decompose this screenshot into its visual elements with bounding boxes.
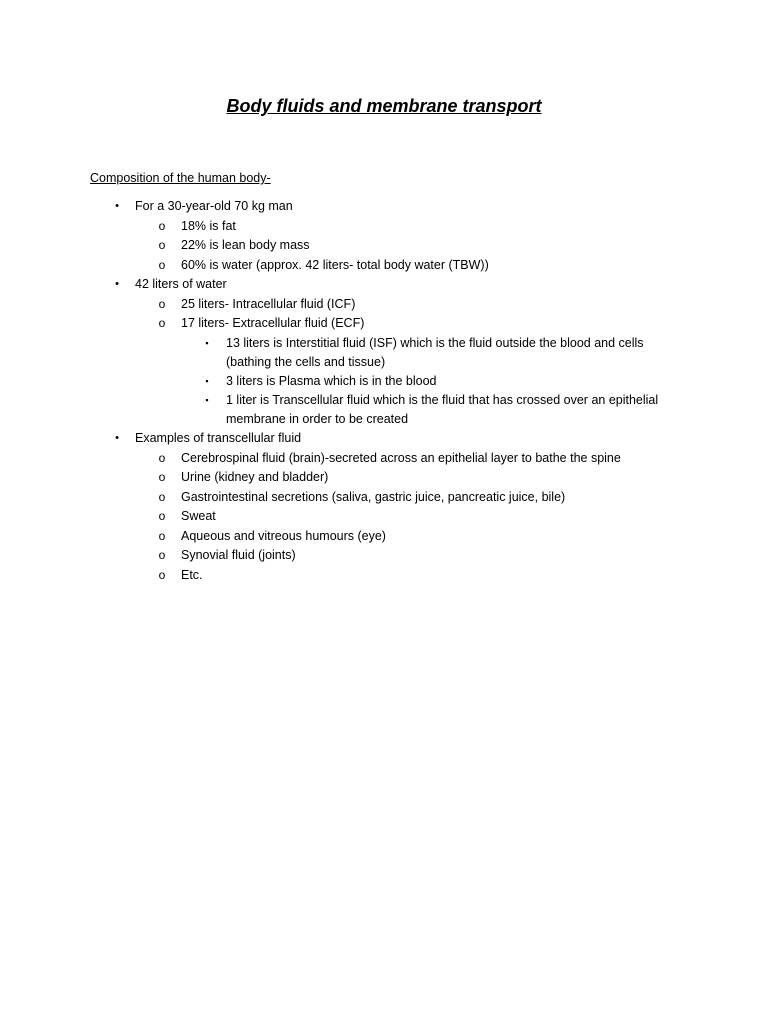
- bullet-marker: ▪: [205, 337, 209, 348]
- list-item-text: 17 liters- Extracellular fluid (ECF): [181, 316, 365, 330]
- list-item-text: Etc.: [181, 567, 203, 582]
- bullet-marker: •: [115, 278, 119, 290]
- list-item: [0, 468, 768, 488]
- list-item-text: 42 liters of water: [135, 277, 227, 291]
- bullet-marker: ▪: [205, 375, 209, 386]
- list-item: [0, 391, 768, 429]
- list-item: [0, 334, 768, 372]
- list-item: [0, 217, 768, 237]
- list-item-text: 1 liter is Transcellular fluid which is the fluid that has crossed over an epithelial membrane in order to be created: [226, 393, 659, 426]
- list-item: [0, 256, 768, 276]
- list-item-text: Aqueous and vitreous humours (eye): [181, 528, 386, 543]
- list-item: [0, 546, 768, 566]
- bullet-marker: o: [158, 450, 166, 465]
- list-item: [0, 275, 768, 295]
- list-item: [0, 566, 768, 586]
- bullet-marker: o: [158, 567, 166, 582]
- list-item-text: Examples of transcellular fluid: [135, 431, 302, 445]
- bullet-marker: ▪: [205, 395, 209, 405]
- bullet-marker: o: [158, 548, 166, 562]
- list-item-text: 22% is lean body mass: [181, 238, 310, 252]
- bullet-marker: •: [115, 432, 119, 444]
- list-item-text: 60% is water (approx. 42 liters- total body water (TBW)): [181, 257, 489, 272]
- bullet-outline: [0, 197, 768, 585]
- bullet-marker: o: [158, 238, 166, 252]
- list-item: [0, 527, 768, 547]
- list-item-text: Gastrointestinal secretions (saliva, gastric juice, pancreatic juice, bile): [181, 489, 566, 504]
- list-item: [0, 295, 768, 315]
- list-item: [0, 507, 768, 527]
- bullet-marker: o: [158, 316, 166, 330]
- list-item-text: Cerebrospinal fluid (brain)-secreted across an epithelial layer to bathe the spine: [181, 450, 621, 465]
- list-item-text: 13 liters is Interstitial fluid (ISF) which is the fluid outside the blood and cells (bathing the cells and tissue): [226, 335, 644, 369]
- list-item: [0, 449, 768, 469]
- list-item: [0, 236, 768, 256]
- bullet-marker: o: [158, 296, 166, 311]
- list-item-text: Synovial fluid (joints): [181, 548, 296, 562]
- section-heading: Composition of the human body-: [90, 171, 271, 185]
- list-item-text: Sweat: [181, 509, 216, 523]
- bullet-marker: o: [158, 528, 166, 543]
- list-item: [0, 197, 768, 217]
- list-item: [0, 488, 768, 508]
- list-item-text: 3 liters is Plasma which is in the blood: [226, 373, 437, 388]
- bullet-marker: o: [158, 257, 166, 272]
- list-item-text: 25 liters- Intracellular fluid (ICF): [181, 296, 356, 311]
- bullet-marker: •: [115, 200, 119, 212]
- bullet-marker: o: [158, 218, 166, 233]
- bullet-marker: o: [158, 470, 166, 484]
- list-item-text: 18% is fat: [181, 218, 236, 233]
- list-item: [0, 429, 768, 449]
- list-item-text: Urine (kidney and bladder): [181, 470, 329, 484]
- list-item: [0, 314, 768, 334]
- bullet-marker: o: [158, 489, 166, 504]
- list-item: [0, 372, 768, 392]
- page-title: Body fluids and membrane transport: [226, 96, 542, 116]
- bullet-marker: o: [158, 509, 166, 523]
- list-item-text: For a 30-year-old 70 kg man: [135, 199, 293, 213]
